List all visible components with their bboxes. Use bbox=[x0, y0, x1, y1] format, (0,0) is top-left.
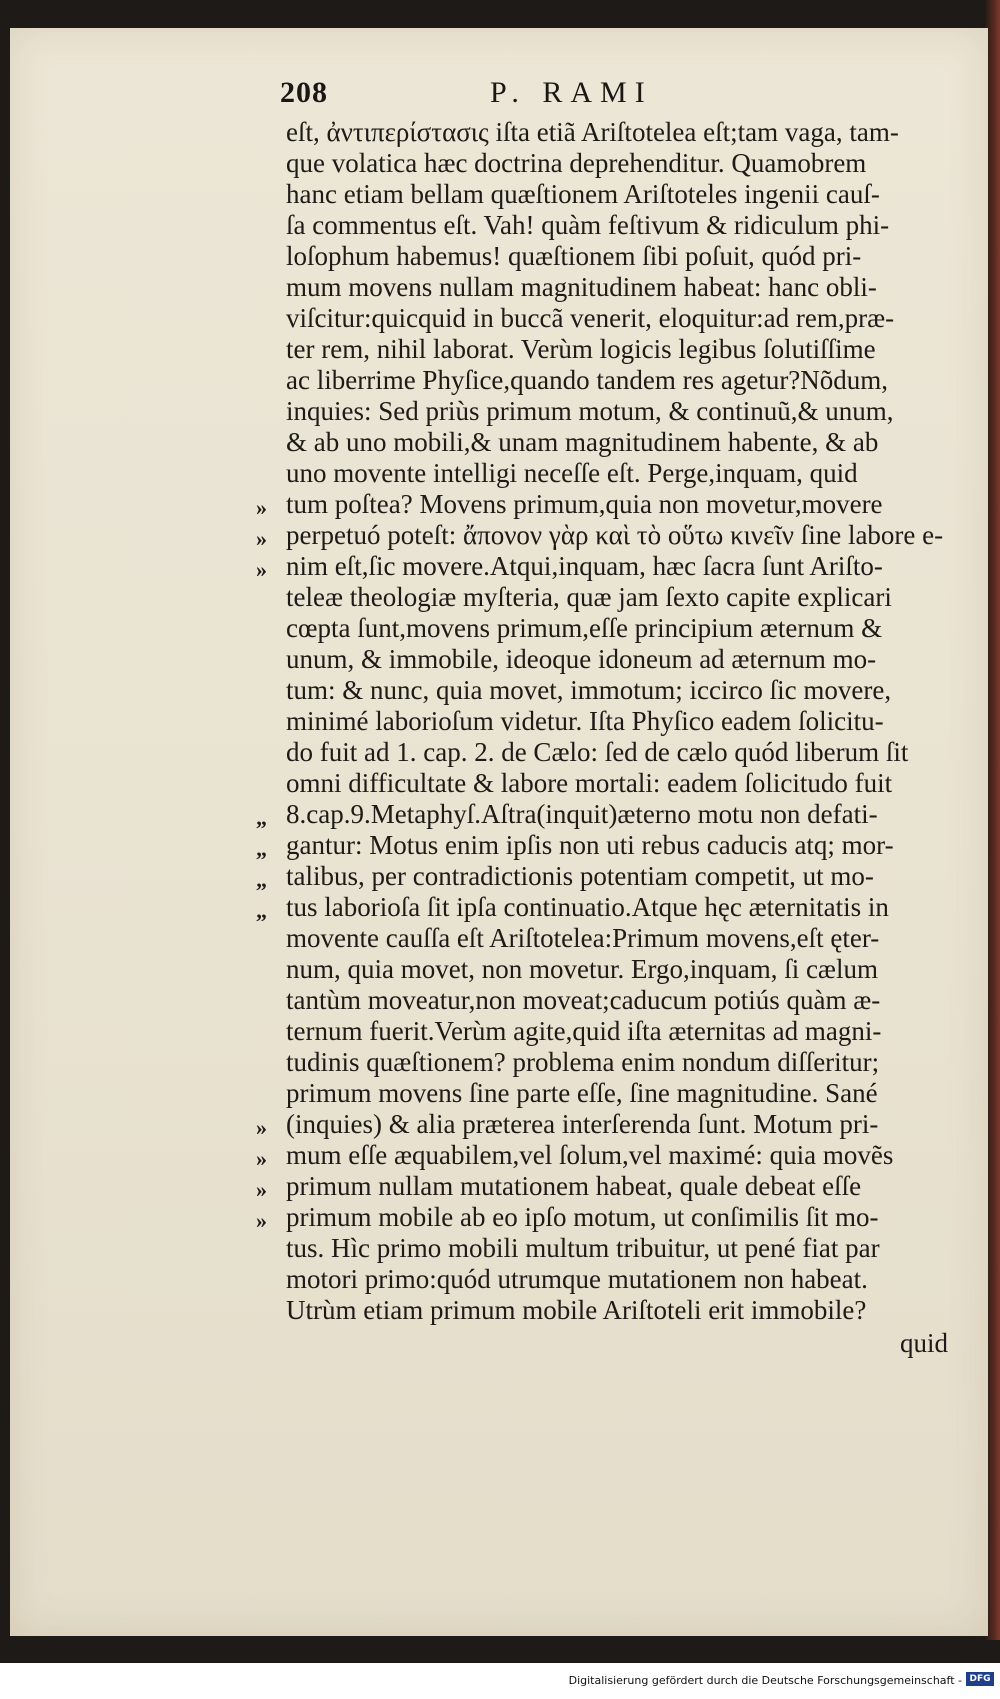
line-text: tus laborioſa ſit ipſa continuatio.Atque hęc æternitatis in bbox=[286, 892, 889, 922]
line-text: (inquies) & alia præterea interſerenda ſunt. Motum pri- bbox=[286, 1109, 879, 1139]
line-text: teleæ theologiæ myſteria, quæ jam ſexto capite explicari bbox=[286, 582, 892, 612]
line-text: primum mobile ab eo ipſo motum, ut conſimilis ſit mo- bbox=[286, 1202, 879, 1232]
quote-marker: » bbox=[256, 495, 267, 520]
line-text: mum eſſe æquabilem,vel ſolum,vel maximé: quia movẽs bbox=[286, 1140, 894, 1170]
line-text: que volatica hæc doctrina deprehenditur. Quamobrem bbox=[286, 148, 867, 178]
line-text: primum nullam mutationem habeat, quale debeat eſſe bbox=[286, 1171, 862, 1201]
line-text: eſt, ἀντιπερίστασις iſta etiã Ariſtotelea eſt;tam vaga, tam- bbox=[286, 117, 899, 147]
quote-marker: » bbox=[256, 1208, 267, 1233]
line-text: movente cauſſa eſt Ariſtotelea:Primum movens,eſt ęter- bbox=[286, 923, 880, 953]
line-text: ac liberrime Phyſice,quando tandem res agetur?Nõdum, bbox=[286, 365, 889, 395]
quote-marker: » bbox=[256, 526, 267, 551]
line-text: tudinis quæſtionem? problema enim nondum diſſeritur; bbox=[286, 1047, 880, 1077]
book-edge bbox=[986, 0, 1000, 1640]
quote-marker: „ bbox=[256, 898, 267, 923]
line-text: ſa commentus eſt. Vah! quàm feſtivum & ridiculum phi- bbox=[286, 210, 890, 240]
line-text: minimé laborioſum videtur. Iſta Phyſico eadem ſolicitu- bbox=[286, 706, 884, 736]
page-number: 208 bbox=[280, 76, 328, 109]
funding-credit: Digitalisierung gefördert durch die Deutsche Forschungsgemeinschaft - bbox=[568, 1674, 962, 1687]
running-title: P. RAMI bbox=[490, 76, 653, 109]
dfg-logo-icon: DFG bbox=[966, 1672, 994, 1686]
line-text: perpetuó poteſt: ἄπονον γὰρ καὶ τὸ οὕτω κινεῖν ſine labore e- bbox=[286, 520, 944, 550]
line-text: tum: & nunc, quia movet, immotum; iccirco ſic movere, bbox=[286, 675, 892, 705]
line-text: omni difficultate & labore mortali: eadem ſolicitudo fuit bbox=[286, 768, 893, 798]
quote-marker: » bbox=[256, 1115, 267, 1140]
footer-bar bbox=[0, 1663, 1000, 1699]
line-text: mum movens nullam magnitudinem habeat: hanc obli- bbox=[286, 272, 877, 302]
text-line bbox=[10, 1295, 988, 1331]
line-text: inquies: Sed priùs primum motum, & continuũ,& unum, bbox=[286, 396, 894, 426]
line-text: hanc etiam bellam quæſtionem Ariſtoteles ingenii cauſ- bbox=[286, 179, 880, 209]
catchword: quid bbox=[900, 1328, 949, 1358]
quote-marker: » bbox=[256, 1177, 267, 1202]
quote-marker: „ bbox=[256, 805, 267, 830]
book-page bbox=[10, 28, 988, 1636]
line-text: loſophum habemus! quæſtionem ſibi poſuit, quód pri- bbox=[286, 241, 862, 271]
line-text: ternum fuerit.Verùm agite,quid iſta æternitas ad magni- bbox=[286, 1016, 882, 1046]
line-text: tus. Hìc primo mobili multum tribuitur, ut pené fiat par bbox=[286, 1233, 880, 1263]
line-text: Utrùm etiam primum mobile Ariſtoteli erit immobile? bbox=[286, 1295, 867, 1325]
line-text: tantùm moveatur,non moveat;caducum potiús quàm æ- bbox=[286, 985, 881, 1015]
quote-marker: „ bbox=[256, 867, 267, 892]
quote-marker: » bbox=[256, 557, 267, 582]
running-head bbox=[10, 76, 988, 116]
line-text: tum poſtea? Movens primum,quia non movetur,movere bbox=[286, 489, 883, 519]
line-text: 8.cap.9.Metaphyſ.Aſtra(inquit)æterno motu non defati- bbox=[286, 799, 878, 829]
line-text: unum, & immobile, ideoque idoneum ad æternum mo- bbox=[286, 644, 877, 674]
line-text: gantur: Motus enim ipſis non uti rebus caducis atq; mor- bbox=[286, 830, 894, 860]
quote-marker: » bbox=[256, 1146, 267, 1171]
line-text: num, quia movet, non movetur. Ergo,inquam, ſi cælum bbox=[286, 954, 878, 984]
line-text: talibus, per contradictionis potentiam competit, ut mo- bbox=[286, 861, 874, 891]
quote-marker: „ bbox=[256, 836, 267, 861]
line-text: nim eſt,ſic movere.Atqui,inquam, hæc ſacra ſunt Ariſto- bbox=[286, 551, 883, 581]
line-text: ter rem, nihil laborat. Verùm logicis legibus ſolutiſſime bbox=[286, 334, 876, 364]
line-text: primum movens ſine parte eſſe, ſine magnitudine. Sané bbox=[286, 1078, 878, 1108]
line-text: & ab uno mobili,& unam magnitudinem habente, & ab bbox=[286, 427, 879, 457]
line-text: motori primo:quód utrumque mutationem non habeat. bbox=[286, 1264, 868, 1294]
line-text: viſcitur:quicquid in buccã venerit, eloquitur:ad rem,præ- bbox=[286, 303, 895, 333]
line-text: do fuit ad 1. cap. 2. de Cælo: ſed de cælo quód liberum ſit bbox=[286, 737, 909, 767]
line-text: uno movente intelligi neceſſe eſt. Perge,inquam, quid bbox=[286, 458, 858, 488]
line-text: cœpta ſunt,movens primum,eſſe principium æternum & bbox=[286, 613, 883, 643]
